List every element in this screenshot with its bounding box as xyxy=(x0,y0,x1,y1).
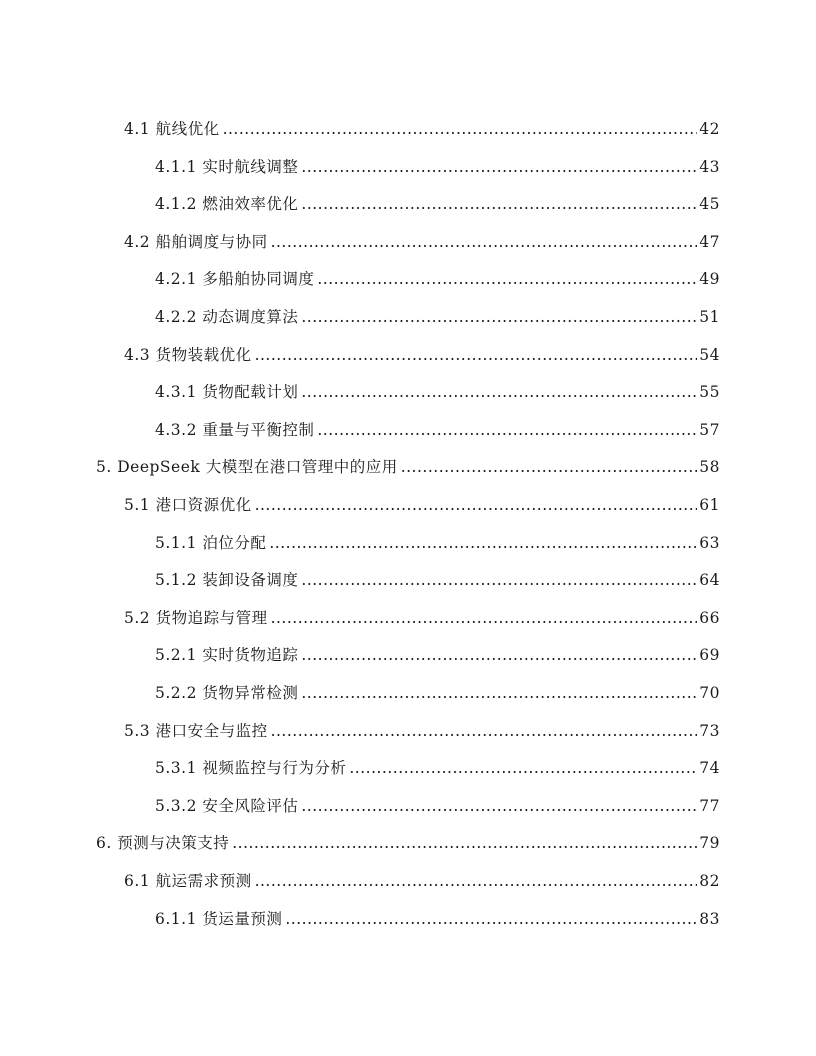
toc-entry-label: 4.3.2 重量与平衡控制 xyxy=(155,420,315,439)
toc-page-number: 54 xyxy=(699,345,720,364)
toc-page-number: 51 xyxy=(699,308,720,326)
toc-entry[interactable] xyxy=(155,528,720,558)
toc-page-number: 69 xyxy=(699,646,720,665)
toc-page-number: 79 xyxy=(699,834,720,853)
toc-page-number: 57 xyxy=(699,420,720,439)
toc-entry[interactable] xyxy=(96,828,720,858)
toc-entry-label: 4.3 货物装载优化 xyxy=(124,345,252,364)
toc-page-number: 42 xyxy=(699,120,720,138)
toc-leader-dots xyxy=(285,904,697,934)
toc-page-number: 66 xyxy=(699,608,720,627)
toc-entry[interactable] xyxy=(124,114,720,144)
toc-leader-dots xyxy=(301,152,697,182)
toc-leader-dots xyxy=(349,753,697,783)
toc-entry-label: 5.1.1 泊位分配 xyxy=(155,533,267,552)
toc-leader-dots xyxy=(301,302,697,332)
toc-entry-label: 5.2.2 货物异常检测 xyxy=(155,684,299,702)
toc-leader-dots xyxy=(232,828,697,858)
toc-entry[interactable] xyxy=(124,340,720,370)
toc-entry[interactable] xyxy=(155,377,720,407)
toc-entry-label: 5.2 货物追踪与管理 xyxy=(124,608,268,627)
toc-page-number: 63 xyxy=(699,533,720,552)
toc-entry-label: 5.1 港口资源优化 xyxy=(124,496,252,514)
toc-entry-label: 4.1.1 实时航线调整 xyxy=(155,157,299,176)
toc-page-number: 73 xyxy=(699,721,720,740)
toc-entry[interactable] xyxy=(155,152,720,182)
toc-entry-label: 4.2.1 多船舶协同调度 xyxy=(155,270,315,289)
toc-entry-label: 5.3 港口安全与监控 xyxy=(124,721,268,740)
toc-leader-dots xyxy=(301,791,697,821)
toc-page-number: 74 xyxy=(699,759,720,778)
toc-page-number: 43 xyxy=(699,157,720,176)
toc-leader-dots xyxy=(271,603,698,633)
toc-entry[interactable] xyxy=(155,189,720,219)
toc-leader-dots xyxy=(301,565,697,595)
toc-page-number: 49 xyxy=(699,270,720,289)
toc-leader-dots xyxy=(255,490,698,520)
toc-page-number: 58 xyxy=(699,458,720,477)
toc-entry[interactable] xyxy=(124,716,720,746)
toc-entry[interactable] xyxy=(155,753,720,783)
toc-leader-dots xyxy=(317,264,697,294)
toc-leader-dots xyxy=(271,227,698,257)
toc-entry[interactable] xyxy=(124,603,720,633)
toc-entry-label: 5.2.1 实时货物追踪 xyxy=(155,646,299,665)
toc-page-number: 83 xyxy=(699,909,720,928)
toc-entry-label: 5.1.2 装卸设备调度 xyxy=(155,571,299,590)
toc-page-number: 47 xyxy=(699,232,720,251)
toc-page-number: 55 xyxy=(699,383,720,402)
toc-page-number: 45 xyxy=(699,195,720,214)
toc-entry[interactable] xyxy=(155,415,720,445)
toc-leader-dots xyxy=(271,716,698,746)
toc-leader-dots xyxy=(301,377,697,407)
toc-entry[interactable] xyxy=(124,490,720,520)
toc-page-number: 64 xyxy=(699,571,720,590)
toc-page-number: 61 xyxy=(699,496,720,514)
toc-leader-dots xyxy=(301,678,697,708)
toc-leader-dots xyxy=(269,528,697,558)
toc-entry-label: 6. 预测与决策支持 xyxy=(96,834,230,853)
toc-page-number: 70 xyxy=(699,684,720,702)
toc-entry-label: 4.2.2 动态调度算法 xyxy=(155,308,299,326)
toc-entry-label: 6.1.1 货运量预测 xyxy=(155,909,283,928)
toc-leader-dots xyxy=(255,340,698,370)
toc-entry[interactable] xyxy=(155,678,720,708)
toc-page-number: 82 xyxy=(699,872,720,890)
toc-entry[interactable] xyxy=(155,640,720,670)
toc-leader-dots xyxy=(223,114,698,144)
toc-entry-label: 6.1 航运需求预测 xyxy=(124,872,252,890)
toc-leader-dots xyxy=(301,640,697,670)
toc-leader-dots xyxy=(401,452,698,482)
toc-entry-label: 5. DeepSeek 大模型在港口管理中的应用 xyxy=(96,458,398,477)
toc-entry-label: 4.1.2 燃油效率优化 xyxy=(155,195,299,214)
toc-entry[interactable] xyxy=(155,565,720,595)
toc-leader-dots xyxy=(317,415,697,445)
toc-entry[interactable] xyxy=(155,904,720,934)
toc-entry-label: 4.3.1 货物配载计划 xyxy=(155,383,299,402)
toc-leader-dots xyxy=(255,866,698,896)
toc-entry-label: 4.1 航线优化 xyxy=(124,120,220,138)
toc-entry-label: 4.2 船舶调度与协同 xyxy=(124,232,268,251)
toc-entry[interactable] xyxy=(96,452,720,482)
toc-entry[interactable] xyxy=(124,866,720,896)
toc-entry[interactable] xyxy=(155,302,720,332)
toc-entry[interactable] xyxy=(124,227,720,257)
toc-entry[interactable] xyxy=(155,791,720,821)
toc-entry-label: 5.3.1 视频监控与行为分析 xyxy=(155,759,347,778)
toc-entry[interactable] xyxy=(155,264,720,294)
toc-leader-dots xyxy=(301,189,697,219)
toc-entry-label: 5.3.2 安全风险评估 xyxy=(155,796,299,815)
toc-page-number: 77 xyxy=(699,796,720,815)
